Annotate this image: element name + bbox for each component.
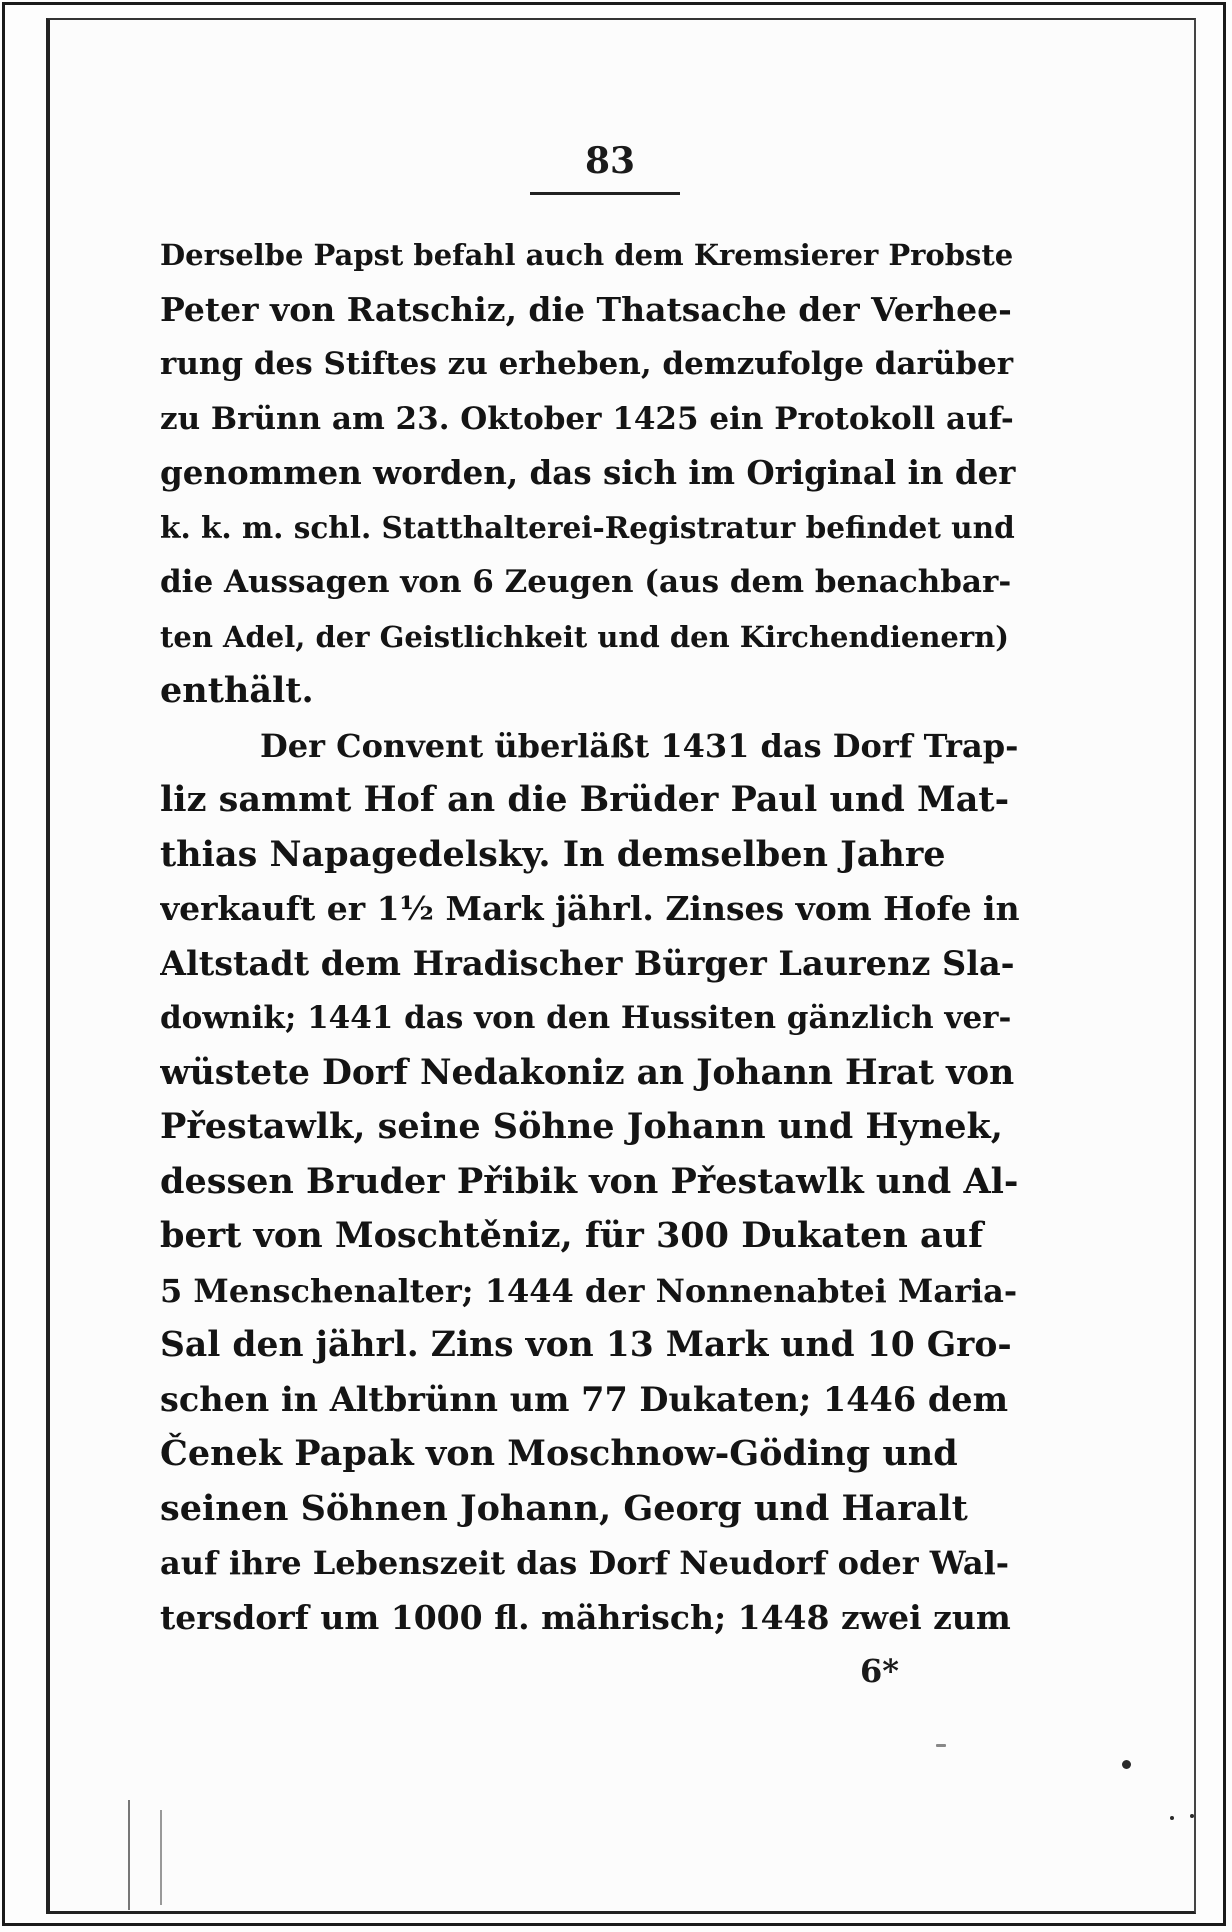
page-number: 83: [584, 140, 636, 182]
text-line: die Aussagen von 6 Zeugen (aus dem benachbar-: [160, 564, 1012, 600]
text-line: dessen Bruder Přibik von Přestawlk und Al-: [160, 1160, 1019, 1202]
body-text: [160, 228, 1020, 1645]
text-line: Čenek Papak von Moschnow-Göding und: [160, 1433, 958, 1474]
text-line-paragraph-start: Der Convent überläßt 1431 das Dorf Trap-: [260, 726, 1019, 765]
scan-speck: [1122, 1760, 1131, 1769]
text-line: ten Adel, der Geistlichkeit und den Kirchendienern): [160, 619, 1009, 654]
text-line: genommen worden, das sich im Original in der: [160, 453, 1016, 492]
text-line: liz sammt Hof an die Brüder Paul und Mat-: [160, 779, 1010, 820]
text-line: Sal den jährl. Zins von 13 Mark und 10 Gro-: [160, 1325, 1012, 1365]
text-line: Altstadt dem Hradischer Bürger Laurenz Sla-: [160, 943, 1015, 983]
page-number-rule: [530, 192, 680, 195]
printer-signature-mark: 6*: [860, 1652, 899, 1690]
text-line: rung des Stiftes zu erheben, demzufolge darüber: [160, 346, 1014, 382]
scan-scratch: [128, 1800, 130, 1910]
text-line: bert von Moschtěniz, für 300 Dukaten auf: [160, 1215, 984, 1256]
text-line: downik; 1441 das von den Hussiten gänzlich ver-: [160, 1000, 1012, 1036]
text-line: wüstete Dorf Nedakoniz an Johann Hrat von: [160, 1052, 1015, 1093]
scan-scratch: [160, 1810, 162, 1905]
text-line: auf ihre Lebenszeit das Dorf Neudorf oder Wal-: [160, 1544, 1010, 1582]
text-line: verkauft er 1½ Mark jährl. Zinses vom Hofe in: [160, 889, 1020, 928]
text-line: Derselbe Papst befahl auch dem Kremsierer Probste: [160, 238, 1014, 272]
scan-speck: [1170, 1816, 1174, 1820]
text-line: zu Brünn am 23. Oktober 1425 ein Protokoll auf-: [160, 400, 1014, 437]
scan-speck: [936, 1744, 946, 1747]
text-line: seinen Söhnen Johann, Georg und Haralt: [160, 1487, 968, 1529]
text-line: 5 Menschenalter; 1444 der Nonnenabtei Maria-: [160, 1271, 1018, 1310]
text-line: schen in Altbrünn um 77 Dukaten; 1446 dem: [160, 1379, 1009, 1419]
text-line: k. k. m. schl. Statthalterei-Registratur befindet und: [160, 509, 1015, 545]
text-line: thias Napagedelsky. In demselben Jahre: [160, 833, 946, 875]
text-line: tersdorf um 1000 fl. mährisch; 1448 zwei zum: [160, 1597, 1011, 1637]
text-line: enthält.: [160, 670, 314, 711]
scan-speck: [1190, 1814, 1194, 1818]
text-line: Přestawlk, seine Söhne Johann und Hynek,: [160, 1106, 1003, 1147]
text-line: Peter von Ratschiz, die Thatsache der Verheе-: [160, 289, 1012, 329]
